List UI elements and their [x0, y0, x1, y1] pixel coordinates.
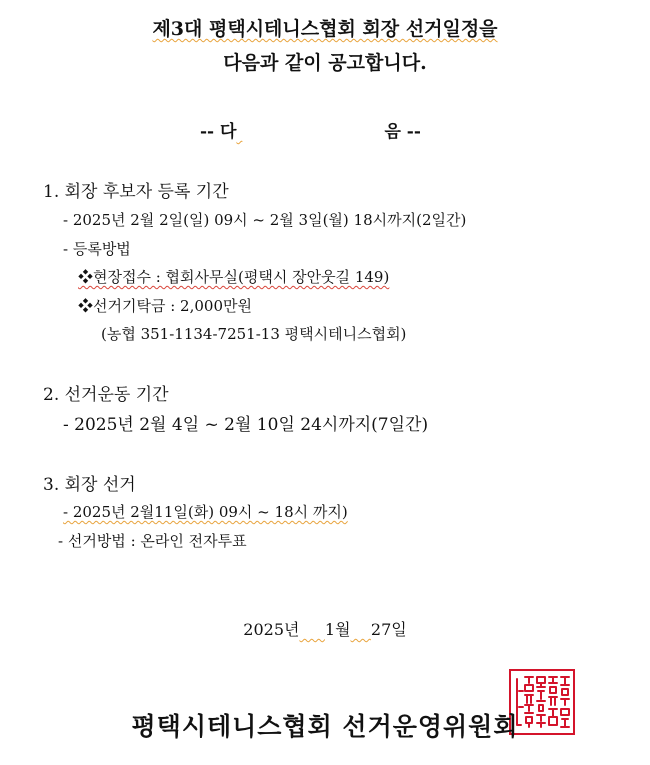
- section-divider: [200, 117, 421, 142]
- section-3-method: - 선거방법 : 온라인 전자투표: [58, 532, 247, 550]
- section-3-heading: 3. 회장 선거: [43, 475, 136, 495]
- section-1-method: - 등록방법: [63, 240, 131, 258]
- section-2-period: - 2025년 2월 4일 ~ 2월 10일 24시까지(7일간): [63, 415, 429, 435]
- section-1-onsite: ❖현장접수 : 협회사무실(평택시 장안웃길 149): [78, 268, 390, 286]
- divider-left: -- 다: [200, 122, 237, 142]
- date-year: 2025년: [243, 620, 300, 639]
- announcement-title-line2: 다음과 같이 공고합니다.: [223, 52, 427, 74]
- section-2-heading: 2. 선거운동 기간: [43, 385, 169, 405]
- divider-right: 음 --: [384, 122, 421, 142]
- date-day: 27일: [370, 620, 407, 639]
- announcement-title-line1: 제3대 평택시테니스협회 회장 선거일정을: [152, 18, 498, 40]
- section-1-account: (농협 351-1134-7251-13 평택시테니스협회): [101, 325, 407, 343]
- section-1-heading: 1. 회장 후보자 등록 기간: [43, 182, 229, 202]
- announcement-date: [0, 617, 650, 640]
- section-3-period: - 2025년 2월11일(화) 09시 ~ 18시 까지): [63, 503, 348, 521]
- date-month: 1월: [324, 620, 351, 639]
- section-1-deposit: ❖선거기탁금 : 2,000만원: [78, 297, 252, 315]
- organization-name: 평택시테니스협회 선거운영위원회: [131, 712, 519, 741]
- section-1-period: - 2025년 2월 2일(일) 09시 ~ 2월 3일(월) 18시까지(2일간): [63, 211, 467, 229]
